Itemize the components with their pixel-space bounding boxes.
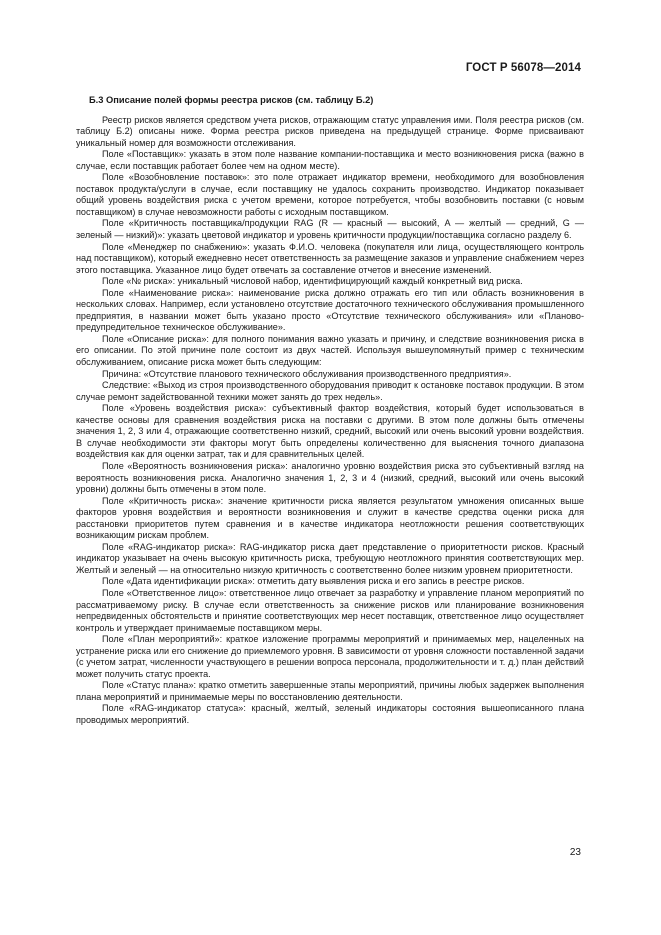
paragraph: Причина: «Отсутствие планового технического обслуживания производственного предприятия». xyxy=(102,368,512,379)
paragraph: Поле «Вероятность возникновения риска»: аналогично уровню воздействия риска это субъективный взгляд на вероятность возникновения риска. Аналогично значения 1, 2, 3 и 4 (низкий, средний, высокий или очень высокий уровни) должны быть отмечены в этом поле. xyxy=(76,460,584,495)
paragraph: Поле «Критичность поставщика/продукции RAG (R — красный — высокий, A — желтый — средний, G — зеленый — низкий)»: указать цветовой индикатор и уровень критичности продукции/поставщика согласно разделу 6. xyxy=(76,218,584,241)
section-title: Б.3 Описание полей формы реестра рисков (см. таблицу Б.2) xyxy=(89,95,374,105)
paragraph: Поле «Менеджер по снабжению»: указать Ф.И.О. человека (покупателя или лица, осуществляющего контроль над поставщиком), который ежедневно несет ответственность за размещение заказов и управление снабжением через этого поставщика. Указанное лицо будет отвечать за составление отчетов и внесение изменений. xyxy=(76,241,584,275)
paragraph: Поле «Наименование риска»: наименование риска должно отражать его тип или область возникновения в нескольких словах. Например, если установлено отсутствие достаточного технического обслуживания промышленного предприятия, в названии может быть указано просто «Отсутствие технического обслуживания» или «Планово-предупредительное техническое обслуживание». xyxy=(76,287,584,333)
paragraph: Поле «Дата идентификации риска»: отметить дату выявления риска и его запись в реестре рисков. xyxy=(102,576,525,587)
document-id: ГОСТ Р 56078—2014 xyxy=(465,62,581,74)
paragraph: Поле «Возобновление поставок»: это поле отражает индикатор времени, необходимого для возобновления поставок продукта/услуги в случае, если поставщику не удалось сохранить производство. Индикатор показывает общий уровень воздействия риска с учетом времени, которое потребуется, чтобы возобновить поставки (с новым поставщиком) в случае невозможности работы с исходным поставщиком. xyxy=(76,172,584,217)
page-content xyxy=(76,95,584,727)
paragraph: Поле «RAG-индикатор статуса»: красный, желтый, зеленый индикаторы состояния вышеописанного плана проводимых мероприятий. xyxy=(76,703,584,725)
paragraph: Поле «Ответственное лицо»: ответственное лицо отвечает за разработку и управление планом мероприятий по рассматриваемому риску. В случае если ответственность за снижение рисков или планирование возникновения непредвиденных обстоятельств и принятие соответствующих мер несет поставщик, ответственное лицо осуществляет контроль и утверждает принимаемые поставщиком меры. xyxy=(76,587,584,633)
paragraph: Поле «RAG-индикатор риска»: RAG-индикатор риска дает представление о приоритетности рисков. Красный индикатор указывает на очень высокую критичность риска, требующую неотложного принятия соответствующих мер. Желтый и зеленый — на относительно низкую критичность с соответственно более низким уровнем приоритетности. xyxy=(76,541,584,575)
paragraph: Поле «№ риска»: уникальный числовой набор, идентифицирующий каждый конкретный вид риска. xyxy=(102,276,523,287)
paragraph: Поле «Статус плана»: кратко отметить завершенные этапы мероприятий, причины любых задержек выполнения плана мероприятий и принимаемые меры по восстановлению деятельности. xyxy=(76,680,584,702)
paragraph: Поле «Описание риска»: для полного понимания важно указать и причину, и следствие возникновения риска в его описании. По этой причине поле состоит из двух частей. Используя вышеупомянутый пример с техническим обслуживанием, описание риска может быть следующим: xyxy=(76,333,584,368)
paragraph: Поле «План мероприятий»: краткое изложение программы мероприятий и принимаемых мер, нацеленных на устранение риска или его снижение до приемлемого уровня. В зависимости от уровня сложности поставленной задачи (с учетом затрат, численности участвующего в решении вопроса персонала, продолжительности и т. д.) план действий может получить статус проекта. xyxy=(76,634,584,679)
paragraph: Поле «Уровень воздействия риска»: субъективный фактор воздействия, который будет использоваться в качестве основы для сравнения воздействия риска на поставки с другими. В этом поле должны быть отмечены значения 1, 2, 3 или 4, отражающие соответственно низкий, средний, высокий или очень высокий уровни воздействия. В случае необходимости эти факторы могут быть определены количественно для выяснения точного диапазона воздействия как для оценки затрат, так и для сравнительных целей. xyxy=(76,403,584,460)
paragraph: Следствие: «Выход из строя производственного оборудования приводит к остановке поставок продукции. В этом случае ремонт задействованной техники может занять до трех недель». xyxy=(76,380,584,402)
paragraph: Поле «Критичность риска»: значение критичности риска является результатом умножения описанных выше факторов уровня воздействия и вероятности возникновения и служит в качестве средства оценки риска для расстановки приоритетов путем сравнения и в качестве индикатора неотложности решения соответствующих возникающим рискам проблем. xyxy=(76,495,584,541)
paragraph: Поле «Поставщик»: указать в этом поле название компании-поставщика и место возникновения риска (важно в случае, если поставщик работает более чем на одном месте). xyxy=(76,149,584,171)
page-number: 23 xyxy=(569,847,581,858)
paragraph: Реестр рисков является средством учета рисков, отражающим статус управления ими. Поля реестра рисков (см. таблицу Б.2) описаны ниже. Форма реестра рисков приведена на предыдущей странице. Форме присваивают уникальный номер для возможности отслеживания. xyxy=(76,114,584,148)
